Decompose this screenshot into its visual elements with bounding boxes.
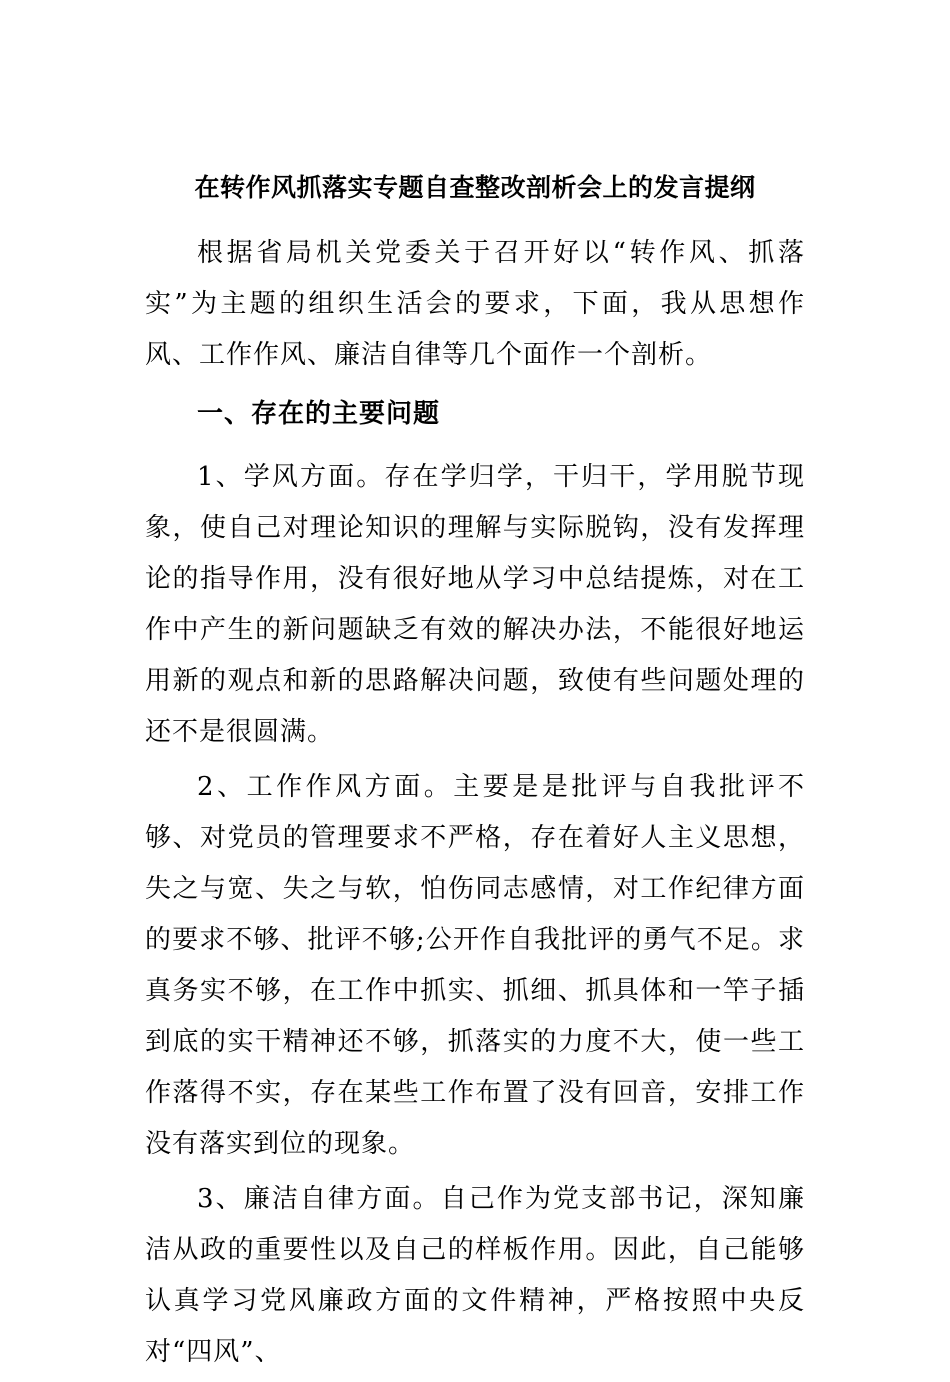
paragraph-study-style: 1、学风方面。存在学归学，干归干，学用脱节现象，使自己对理论知识的理解与实际脱钩，没有发挥理论的指导作用，没有很好地从学习中总结提炼，对在工作中产生的新问题缺乏有效的解决办法，不能很好地运用新的观点和新的思路解决问题，致使有些问题处理的还不是很圆满。 [145,462,805,747]
paragraph-work-style: 2、工作作风方面。主要是是批评与自我批评不够、对党员的管理要求不严格，存在着好人主义思想，失之与宽、失之与软，怕伤同志感情，对工作纪律方面的要求不够、批评不够;公开作自我批评的勇气不足。求真务实不够，在工作中抓实、抓细、抓具体和一竿子插到底的实干精神还不够，抓落实的力度不大，使一些工作落得不实，存在某些工作布置了没有回音，安排工作没有落实到位的现象。 [145,772,805,1159]
intro-paragraph: 根据省局机关党委关于召开好以“转作风、抓落实”为主题的组织生活会的要求，下面，我从思想作风、工作作风、廉洁自律等几个面作一个剖析。 [145,238,805,370]
document-title: 在转作风抓落实专题自查整改剖析会上的发言提纲 [194,173,756,202]
document-page [145,168,805,1382]
paragraph-integrity: 3、廉洁自律方面。自己作为党支部书记，深知廉洁从政的重要性以及自己的样板作用。因此，自己能够认真学习党风廉政方面的文件精神，严格按照中央反对“四风”、 [145,1184,805,1367]
section-heading-problems: 一、存在的主要问题 [197,399,441,429]
